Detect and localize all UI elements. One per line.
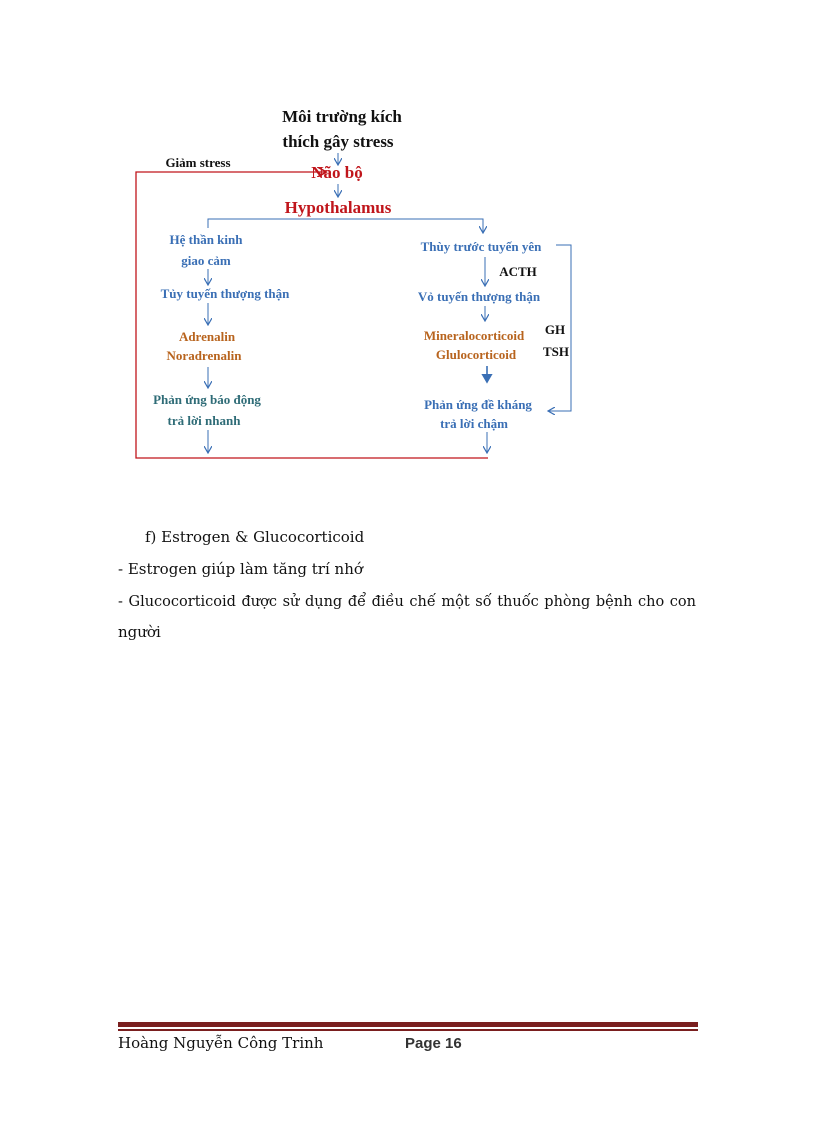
- footer-rule-thin: [118, 1029, 698, 1031]
- reduce-stress-label: Giảm stress: [165, 155, 231, 170]
- env-label: Môi trường kích: [282, 107, 402, 126]
- adrenal-medulla-label: Tủy tuyến thượng thận: [160, 286, 290, 301]
- resistance-response-label: Phản ứng đề kháng: [424, 397, 532, 412]
- paragraph-glucocorticoid-cont: người: [118, 623, 161, 641]
- paragraph-estrogen: - Estrogen giúp làm tăng trí nhớ: [118, 560, 363, 578]
- paragraph-glucocorticoid: - Glucocorticoid được sử dụng để điều chế một số thuốc phòng bệnh cho con: [118, 594, 696, 610]
- section-heading: f) Estrogen & Glucocorticoid: [145, 528, 365, 546]
- mineralocorticoid-label: Mineralocorticoid: [423, 328, 525, 343]
- noradrenalin-label: Noradrenalin: [166, 348, 242, 363]
- nervous-system-label-2: giao cảm: [181, 253, 231, 268]
- resistance-response-label-2: trả lời chậm: [440, 416, 508, 431]
- acth-label: ACTH: [499, 264, 537, 279]
- nervous-system-label: Hệ thần kinh: [169, 232, 243, 247]
- alarm-response-label: Phản ứng báo động: [153, 392, 261, 407]
- page-number: Page 16: [405, 1035, 462, 1052]
- adrenalin-label: Adrenalin: [178, 329, 236, 344]
- tsh-label: TSH: [542, 344, 570, 359]
- adrenal-cortex-label: Vỏ tuyến thượng thận: [417, 289, 541, 304]
- footer-author: Hoàng Nguyễn Công Trinh: [118, 1034, 324, 1052]
- brain-label: Não bộ: [311, 163, 363, 182]
- footer-rule-thick: [118, 1022, 698, 1027]
- env-label-2: thích gây stress: [282, 132, 394, 151]
- alarm-response-label-2: trả lời nhanh: [167, 413, 241, 428]
- hypothalamus-label: Hypothalamus: [284, 198, 392, 217]
- branch-lines: [208, 219, 483, 232]
- stress-response-diagram: [0, 0, 816, 480]
- gh-label: GH: [544, 322, 566, 337]
- pituitary-label: Thùy trước tuyến yên: [420, 239, 542, 254]
- glucocorticoid-label: Glulocorticoid: [435, 347, 517, 362]
